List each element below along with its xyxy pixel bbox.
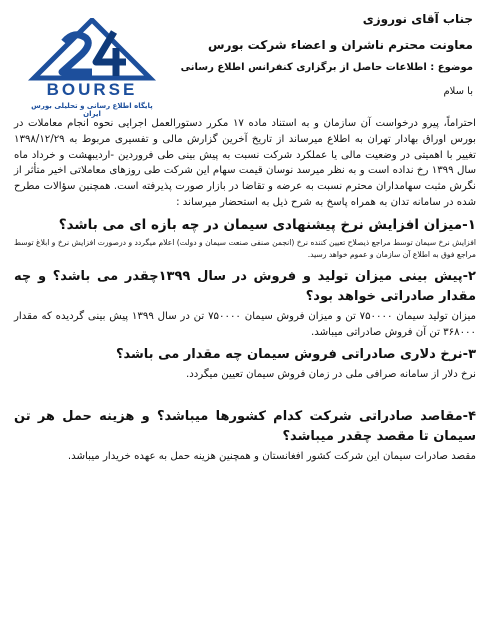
intro-paragraph: احتراماً، پیرو درخواست آن سازمان و به استناد ماده ۱۷ مکرر دستورالعمل اجرایی نحوه انجام معاملات در بورس اوراق بهادار تهران به اطلاع میرساند از تاریخ آخرین گزارش مالی و تفسیری مربوط به ۱۳۹۸/۱۲/۲۹ تغییر با اهمیتی در وضعیت مالی یا عملکرد شرکت نسبت به پیش بینی طی فروردین -اردیبهشت و خرداد ماه سال ۱۳۹۹ رخ نداده است و به نظر میرسد نوسان قیمت سهام این شرکت طی روزهای معاملاتی اخیر متأثر از نگرش مثبت سهامداران محترم نسبت به عرضه و تقاضا در بازار صورت پذیرفته است. همچنین سؤالات مطرح شده در سامانه تدان به همراه پاسخ به شرح ذیل به استحضار میرساند : [14,118,476,208]
answer-4: مقصد صادرات سیمان این شرکت کشور افغانستان و همچنین هزینه حمل به عهده خریدار میباشد. [67,450,476,462]
logo-subtitle: پایگاه اطلاع رسانی و تحلیلی بورس ایران [31,102,153,118]
question-4: ۴-مقاصد صادراتی شرکت کدام کشورها میباشد؟ و هزینه حمل هر تن سیمان تا مقصد چقدر میباشد؟ [14,408,476,444]
question-2: ۲-پیش بینی میزان تولید و فروش در سال ۱۳۹۹چقدر می باشد؟ و چه مقدار صادراتی خواهد بود؟ [14,268,476,304]
question-3: ۳-نرخ دلاری صادراتی فروش سیمان چه مقدار می باشد؟ [115,346,476,362]
answer-2: میزان تولید سیمان ۷۵۰۰۰۰ تن و میزان فروش سیمان ۷۵۰۰۰۰ تن در سال ۱۳۹۹ پیش بینی گردیده که مقدار ۳۶۸۰۰۰ تن آن فروش صادراتی میباشد. [14,310,477,338]
logo-mark-icon [22,18,162,82]
question-1: ۱-میزان افزایش نرخ پیشنهادی سیمان در چه بازه ای می باشد؟ [58,216,476,233]
recipient-position: معاونت محترم ناشران و اعضاء شرکت بورس [208,38,473,52]
answer-1: افزایش نرخ سیمان توسط مراجع ذیصلاح تعیین کننده نرخ (انجمن صنفی صنعت سیمان و دولت) اعلام میگردد و درصورت افزایش نرخ و ابلاغ توسط مراجع فوق به اطلاع آن سازمان و عموم خواهد رسید. [14,237,476,259]
letter-subject: موضوع : اطلاعات حاصل از برگزاری کنفرانس اطلاع رسانی [180,62,473,73]
recipient-name: جناب آقای نوروزی [362,12,473,26]
answer-3: نرخ دلار از سامانه صرافی ملی در زمان فروش سیمان تعیین میگردد. [185,368,476,380]
letter-body [14,116,476,469]
bourse24-logo [22,18,162,118]
spacer [14,387,476,405]
logo-brand-text: BOURSE [46,80,138,99]
greeting: با سلام [443,86,473,97]
